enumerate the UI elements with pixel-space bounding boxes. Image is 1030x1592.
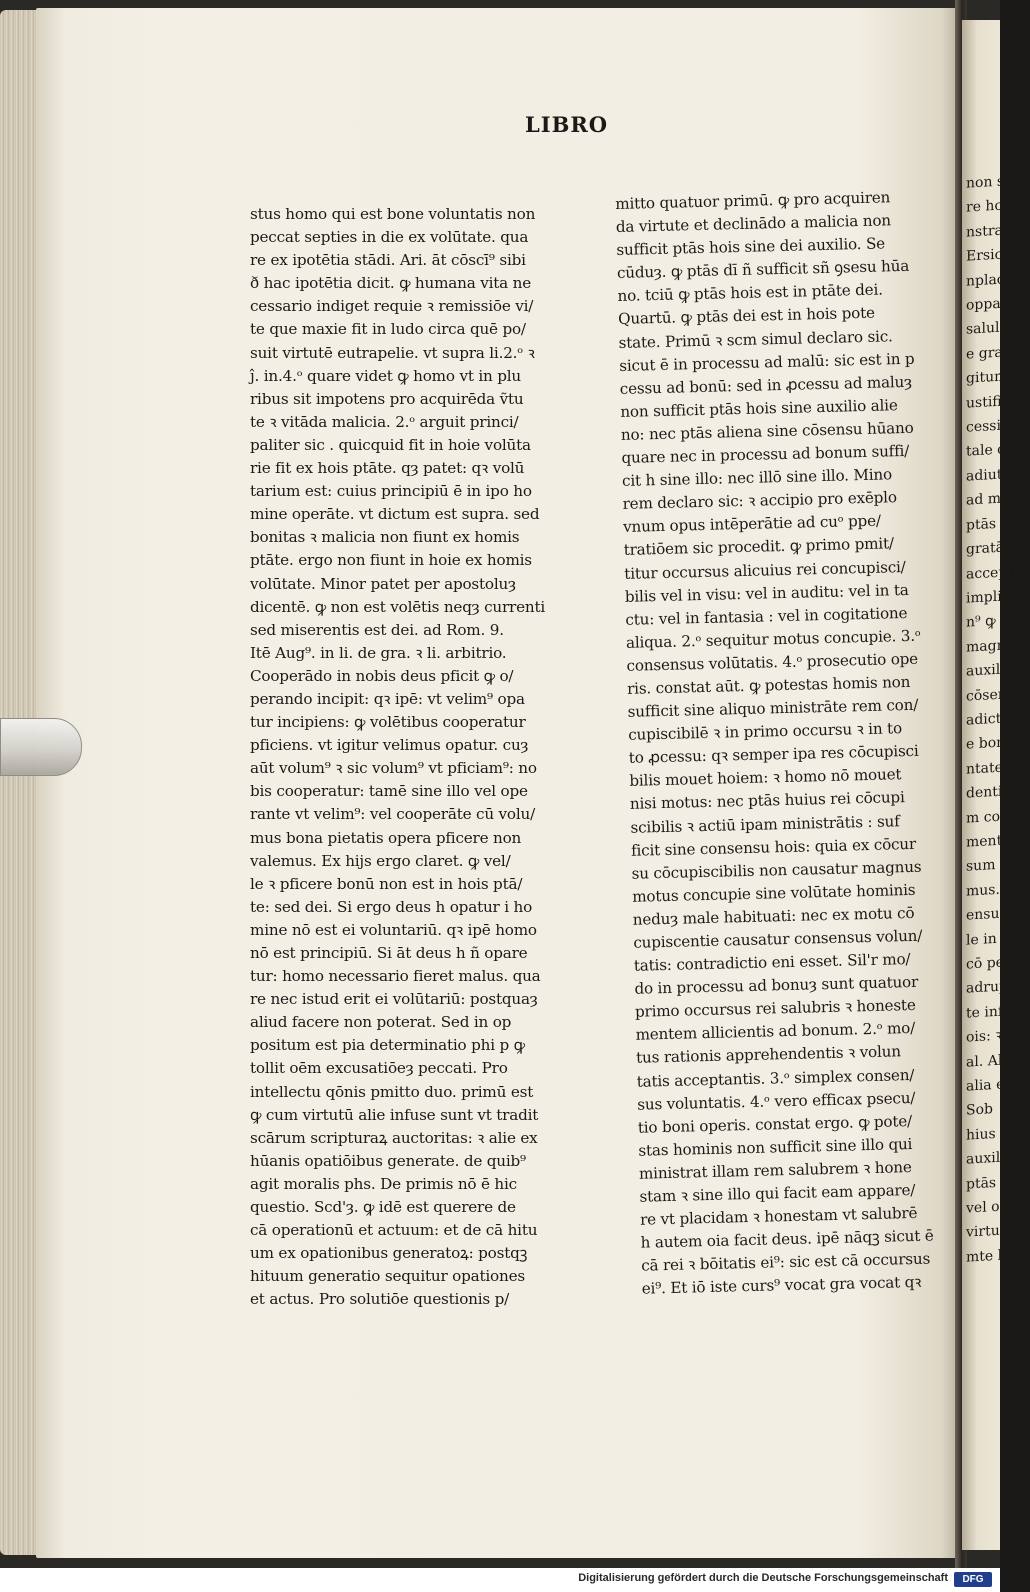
text-line: bonitas ꝛ malicia non fiunt ex homis [250, 528, 520, 547]
next-page-fragment: te infe [966, 1003, 1012, 1022]
text-line: dicentē. ꝙ non est volētis neqȝ currenti [250, 597, 546, 616]
right-text-column [615, 186, 937, 1301]
text-line: ribus sit impotens pro acquirēda ṽtu [250, 389, 524, 408]
next-page-fragment: ptās ho [966, 514, 1019, 534]
next-page-fragment: virtut [966, 1222, 1006, 1242]
text-line: stam ꝛ sine illo qui facit eam appare/ [639, 1180, 916, 1206]
text-line: do in processu ad bonuȝ sunt quatuor [634, 973, 919, 998]
next-page-fragment: gitum [966, 368, 1008, 387]
text-line: ministrat illam rem salubrem ꝛ hone [638, 1157, 912, 1183]
dfg-logo: DFG [954, 1572, 992, 1587]
text-line: rie fit ex hois ptāte. qȝ patet: qꝛ volū [250, 459, 525, 478]
text-line: mus bona pietatis opera pficere non [250, 828, 522, 847]
text-line: cūduȝ. ꝙ ptās dī ñ sufficit sñ ꝯsesu hūa [616, 257, 910, 283]
text-line: no. tciū ꝙ ptās hois est in ptāte dei. [617, 280, 883, 306]
next-page-fragment: salul [966, 320, 1000, 339]
next-page-fragment: mento [966, 832, 1011, 851]
text-line: tatis: contradictio eni esset. Sil'r mo/ [633, 950, 911, 975]
next-page-fragment: al. Alt [966, 1051, 1008, 1071]
text-line: stas hominis non sufficit sine illo qui [638, 1134, 913, 1160]
next-page-fragment: ad mo [966, 490, 1010, 509]
text-line: bis cooperatur: tamē sine illo vel ope [250, 782, 528, 801]
next-page-fragment: non su [966, 173, 1014, 192]
text-line: ei⁹. Et iō iste curs⁹ vocat gra vocat qꝛ [641, 1273, 922, 1299]
text-line: quare nec in processu ad bonum suffi/ [621, 441, 910, 467]
text-line: nō est principiū. Si āt deus h ñ opare [250, 944, 528, 962]
text-line: tur incipiens: ꝙ volētibus cooperatur [250, 713, 526, 732]
text-line: scibilis ꝛ actiū ipam ministrātis : suf [630, 811, 900, 837]
next-page-fragment: oppar [966, 295, 1008, 314]
next-page-fragment: ntatem [966, 758, 1017, 778]
text-line: mine nō est ei voluntariū. qꝛ ipē homo [250, 920, 537, 939]
text-line: tatis acceptantis. 3.ᵒ simplex consen/ [636, 1065, 915, 1091]
next-page-edge [962, 20, 1030, 1550]
text-line: ris. constat aūt. ꝙ potestas homis non [626, 672, 911, 698]
text-line: aliud facere non poterat. Sed in op [250, 1013, 512, 1032]
text-line: stus homo qui est bone voluntatis non [250, 205, 536, 223]
next-page-fragment: mte lux [966, 1246, 1020, 1266]
text-line: da virtute et declinādo a malicia non [615, 211, 892, 237]
text-line: su cōcupiscibilis non causatur magnus [631, 857, 922, 883]
text-line: positum est pia determinatio phi p ꝙ [250, 1036, 525, 1055]
text-line: rante vt velim⁹: vel cooperāte cū volu/ [250, 805, 536, 824]
next-page-fragment: cōsen [966, 685, 1007, 705]
text-line: bilis vel in visu: vel in auditu: vel in ta [624, 580, 909, 606]
text-line: hituum generatio sequitur opationes [250, 1267, 525, 1286]
text-line: rem declaro sic: ꝛ accipio pro exēplo [622, 488, 898, 514]
next-page-fragment: le in u [966, 929, 1011, 949]
text-line: h autem oia facit deus. ipē nāqꝫ sicut ē [640, 1226, 934, 1252]
next-page-text [966, 168, 1030, 1269]
text-line: le ꝛ pficere bonū non est in hois ptā/ [250, 874, 523, 893]
next-page-fragment: cō per [966, 954, 1011, 973]
text-line: primo occursus rei salubris ꝛ honeste [634, 996, 916, 1022]
text-line: te que maxie fit in ludo circa quē po/ [250, 320, 526, 339]
text-line: tio boni operis. constat ergo. ꝙ pote/ [637, 1111, 913, 1137]
next-page-fragment: ois: ꝛ [966, 1027, 1002, 1046]
text-line: re nec istud erit ei volūtariū: postquaȝ [250, 990, 538, 1009]
text-line: tus rationis apprehendentis ꝛ volun [635, 1042, 902, 1068]
next-page-fragment: auxilio [966, 661, 1014, 680]
text-line: ptāte. ergo non fiunt in hoie ex homis [250, 551, 532, 570]
next-page-fragment: adiutori [966, 465, 1023, 485]
text-line: consensus volūtatis. 4.ᵒ prosecutio ope [626, 649, 919, 675]
text-line: non sufficit ptās hois sine auxilio alie [620, 396, 898, 421]
next-page-fragment: re hoi [966, 197, 1008, 216]
text-line: peccat septies in die ex volūtate. qua [250, 228, 529, 247]
text-line: hūanis opatiōibus generate. de quib⁹ [250, 1151, 526, 1170]
text-line: no: nec ptās aliena sine cōsensu hūano [620, 418, 914, 444]
text-line: um ex opationibus generatoꝝ: postqꝫ [250, 1244, 528, 1263]
next-page-fragment: ustifica [966, 392, 1018, 412]
text-line: sufficit sine aliquo ministrāte rem con/ [627, 695, 919, 721]
text-line: agit moralis phs. De primis nō ē hic [250, 1174, 517, 1193]
text-line: mentem allicientis ad bonum. 2.ᵒ mo/ [635, 1019, 916, 1045]
text-line: volūtate. Minor patet per apostoluȝ [250, 574, 516, 593]
text-line: ficit sine consensu hois: quia ex cōcur [630, 834, 917, 860]
text-line: sed miserentis est dei. ad Rom. 9. [250, 620, 504, 639]
text-line: mine operāte. vt dictum est supra. sed [250, 505, 540, 524]
next-page-fragment: m cons [966, 807, 1017, 827]
text-line: questio. Scd'ȝ. ꝙ idē est querere de [250, 1198, 516, 1217]
next-page-fragment: magn⁹ [966, 636, 1012, 656]
text-line: aliqua. 2.ᵒ sequitur motus concupie. 3.ᵒ [625, 626, 921, 652]
text-line: bilis mouet hoiem: ꝛ homo nō mouet [629, 765, 902, 791]
text-line: tarium est: cuius principiū ē in ipo ho [250, 482, 532, 501]
next-page-fragment: tale cons [966, 440, 1030, 461]
text-line: te ꝛ vitāda malicia. 2.ᵒ arguit princi/ [250, 412, 519, 431]
next-page-fragment: hius ho [966, 1124, 1018, 1144]
next-page-fragment: ptās h [966, 1173, 1010, 1193]
text-line: sufficit ptās hois sine dei auxilio. Se [616, 234, 886, 260]
text-line: cā operationū et actuum: et de cā hitu [250, 1221, 538, 1240]
text-line: suit virtutē eutrapelie. vt supra li.2.ᵒ ꝛ [250, 343, 535, 362]
next-page-fragment: adrupl [966, 978, 1013, 997]
text-line: paliter sic . quicquid fit in hoie volūta [250, 435, 531, 454]
text-line: et actus. Pro solutiōe questionis p/ [250, 1290, 510, 1309]
text-line: cessu ad bonū: sed in ꝓcessu ad maluȝ [619, 372, 913, 398]
text-line: aūt volum⁹ ꝛ sic volum⁹ vt pficiam⁹: no [250, 759, 537, 778]
next-page-fragment: dentiu [966, 783, 1012, 802]
next-page-fragment: ensu hi [966, 905, 1018, 924]
next-page-fragment: nstra [966, 222, 1003, 241]
text-line: re ex ipotētia stādi. Ari. āt cōscī⁹ sibi [250, 251, 526, 270]
next-page-fragment: implicite [966, 587, 1028, 607]
running-head: LIBRO [525, 112, 609, 137]
next-page-fragment: e bona [966, 734, 1014, 753]
text-line: motus concupie sine volūtate hominis [631, 880, 916, 906]
next-page-fragment: vel o [966, 1198, 1000, 1217]
text-line: ĵ. in.4.ᵒ quare videt ꝙ homo vt in plu [250, 366, 521, 385]
left-text-column [250, 203, 545, 1312]
text-line: ꝙ cum virtutū alie infuse sunt vt tradit [250, 1105, 539, 1124]
next-page-fragment: Ersic [966, 246, 1003, 265]
text-line: state. Primū ꝛ scm simul declaro sic. [618, 326, 893, 352]
next-page-fragment: sum hū [966, 856, 1018, 875]
page-tab-marker [0, 718, 82, 776]
text-line: pficiens. vt igitur velimus opatur. cuȝ [250, 736, 529, 755]
text-line: sicut ē in processu ad malū: sic est in p [618, 349, 915, 375]
text-line: nisi motus: nec ptās huius rei cōcupi [629, 788, 905, 814]
next-page-fragment: acceptr [966, 563, 1020, 583]
text-line: te: sed dei. Si ergo deus h opatur i ho [250, 897, 533, 916]
text-line: tollit oēm excusatiōeȝ peccati. Pro [250, 1059, 508, 1078]
text-line: titur occursus alicuius rei concupisci/ [624, 557, 906, 583]
text-line: Itē Aug⁹. in li. de gra. ꝛ li. arbitrio. [250, 643, 507, 662]
footer-bar [0, 1568, 1000, 1592]
text-line: cessario indiget requie ꝛ remissiōe vi/ [250, 297, 534, 316]
text-line: neduȝ male habituati: nec ex motu cō [632, 903, 915, 929]
text-line: vnum opus intēperātie ad cuᵒ ppe/ [622, 511, 882, 537]
text-line: cupiscibilē ꝛ in primo occursu ꝛ in to [628, 719, 903, 744]
next-page-fragment: nplac [966, 271, 1005, 290]
text-line: sus voluntatis. 4.ᵒ vero efficax psecu/ [637, 1088, 916, 1114]
next-page-fragment: e grat [966, 344, 1009, 363]
text-line: tratiōem sic procedit. ꝙ primo pmit/ [623, 534, 895, 560]
text-line: valemus. Ex hijs ergo claret. ꝙ vel/ [250, 851, 511, 870]
text-line: mitto quatuor primū. ꝙ pro acquiren [615, 188, 891, 213]
text-line: scārum scripturaꝝ auctoritas: ꝛ alie ex [250, 1128, 538, 1147]
text-line: to ꝓcessu: qꝛ semper ipa res cōcupisci [628, 742, 919, 768]
text-line: intellectu qōnis pmitto duo. primū est [250, 1082, 534, 1101]
text-line: cupiscentie causatur consensus volun/ [633, 926, 923, 952]
text-line: cā rei ꝛ bōitatis ei⁹: sic est cā occursus [641, 1249, 931, 1275]
text-line: Quartū. ꝙ ptās dei est in hois pote [617, 304, 875, 329]
text-line: perando incipit: qꝛ ipē: vt velim⁹ opa [250, 689, 525, 708]
text-line: ð hac ipotētia dicit. ꝙ humana vita ne [250, 274, 532, 293]
next-page-fragment: mus. Qu [966, 880, 1025, 900]
footer-credit: Digitalisierung gefördert durch die Deutsche Forschungsgemeinschaft [578, 1572, 948, 1584]
text-line: Cooperādo in nobis deus pficit ꝙ o/ [250, 666, 514, 685]
next-page-fragment: Sob [966, 1101, 993, 1120]
next-page-fragment: alia eff [966, 1076, 1015, 1095]
text-line: tur: homo necessario fieret malus. qua [250, 967, 541, 986]
next-page-fragment: cessit [966, 417, 1007, 436]
text-line: cit h sine illo: nec illō sine illo. Mino [621, 465, 893, 491]
next-page-fragment: adictio [966, 709, 1015, 729]
next-page-fragment: gratā p [966, 538, 1018, 558]
next-page-fragment: auxilio [966, 1149, 1014, 1168]
next-page-fragment: n⁹ ꝙ [966, 613, 996, 631]
text-line: re vt placidam ꝛ honestam vt salubrē [639, 1204, 918, 1229]
text-line: ctu: vel in fantasia : vel in cogitatione [625, 603, 908, 629]
